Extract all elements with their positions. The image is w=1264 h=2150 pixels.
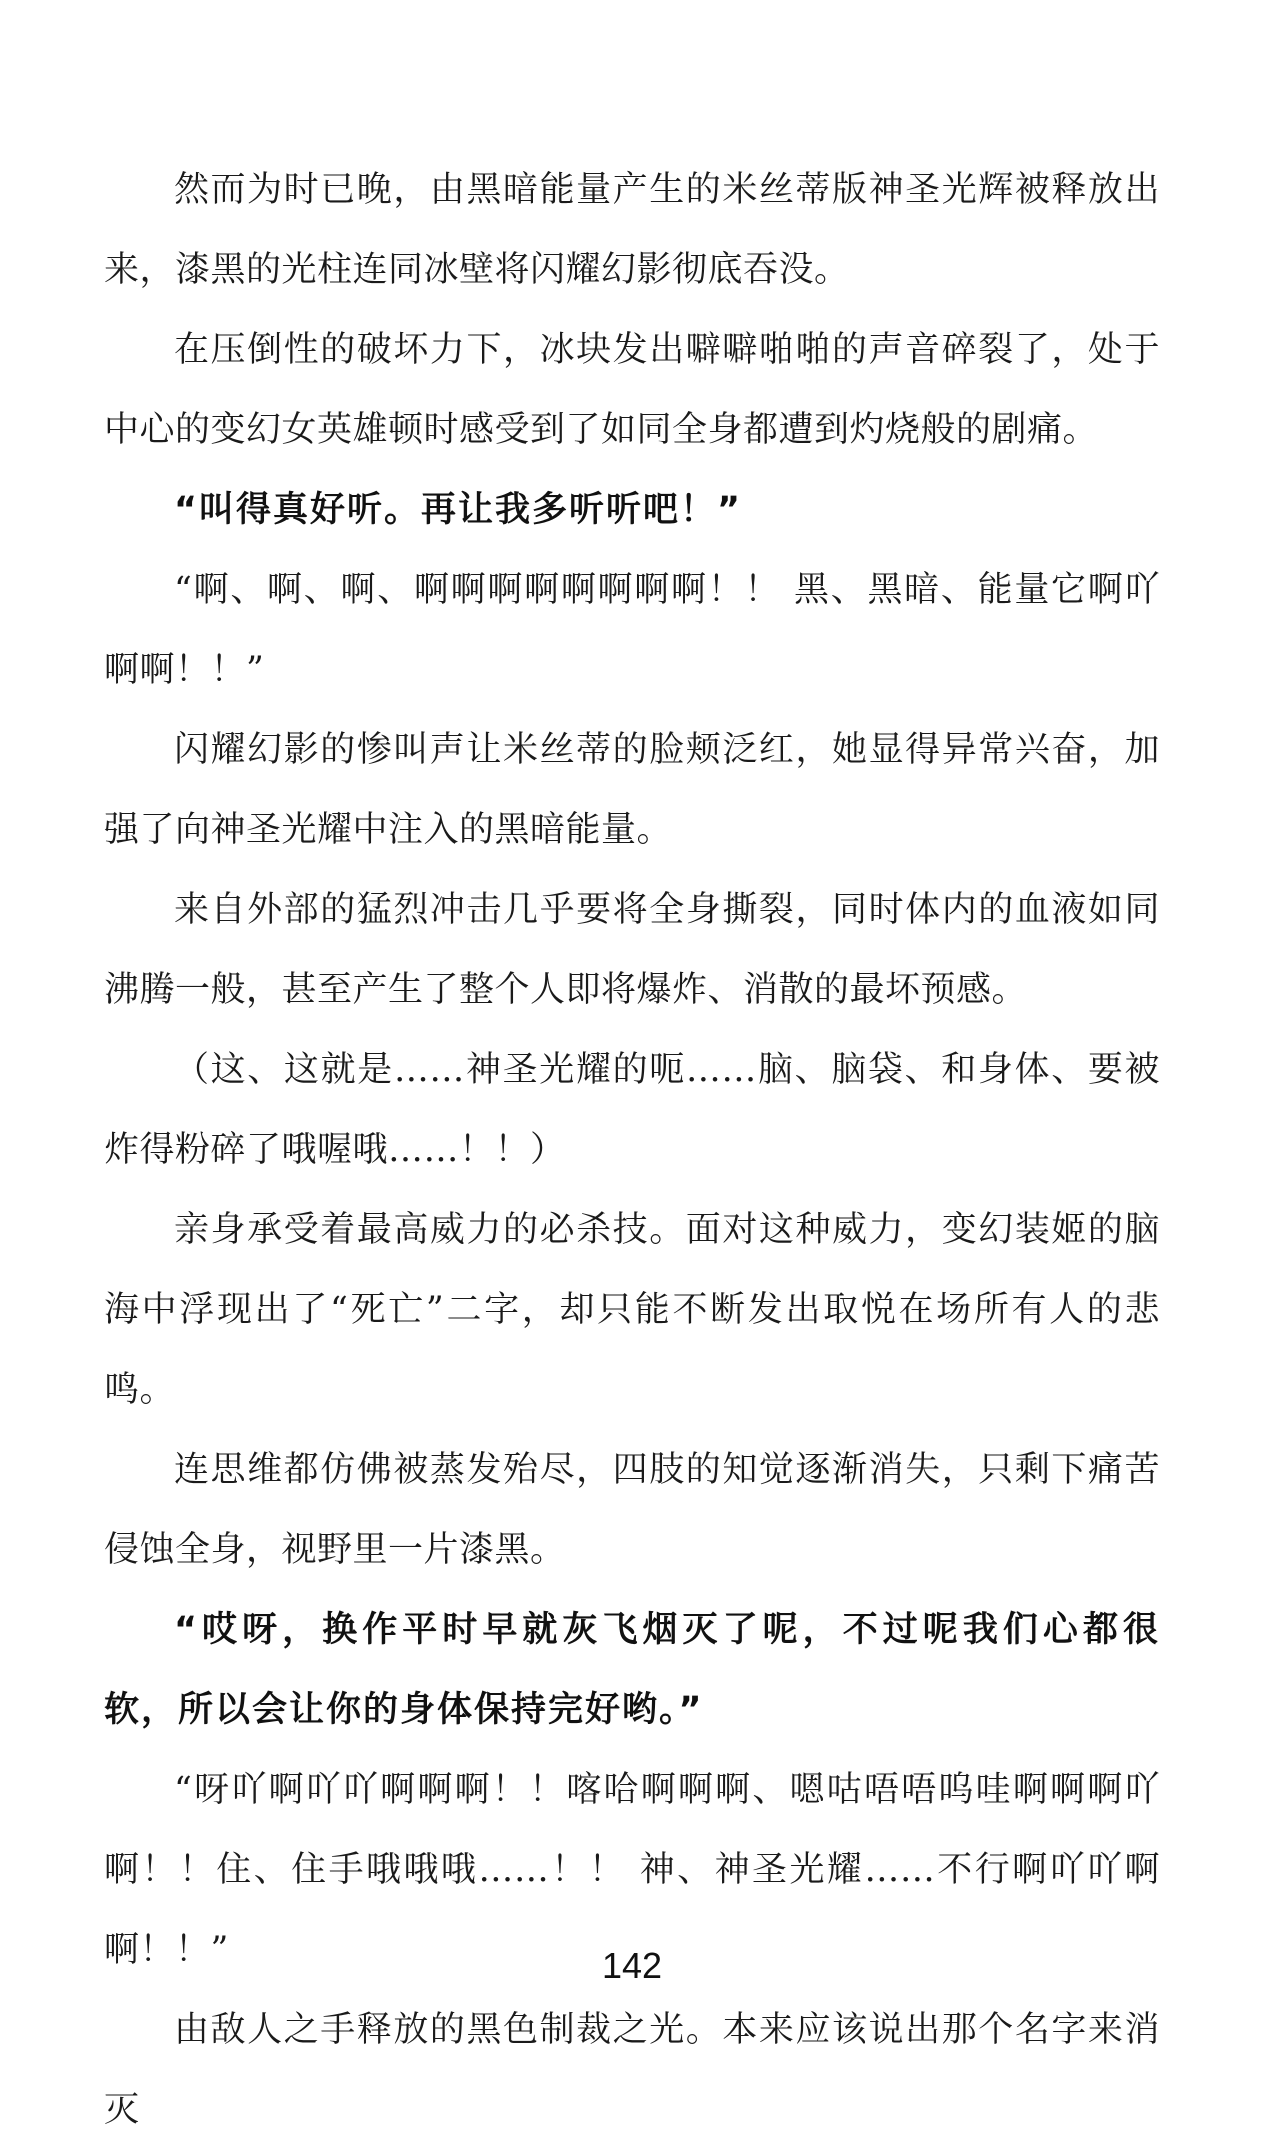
- paragraph: 来自外部的猛烈冲击几乎要将全身撕裂，同时体内的血液如同沸腾一般，甚至产生了整个人即将爆炸、消散的最坏预感。: [104, 890, 1160, 1010]
- dialogue: “呀吖啊吖吖啊啊啊！！喀哈啊啊啊、嗯咕唔唔呜哇啊啊啊吖啊！！住、住手哦哦哦……！！ 神、神圣光耀……不行啊吖吖啊啊！！”: [104, 1770, 1160, 1970]
- dialogue: “啊、啊、啊、啊啊啊啊啊啊啊啊！！ 黑、黑暗、能量它啊吖啊啊！！”: [104, 570, 1160, 690]
- paragraph: 亲身承受着最高威力的必杀技。面对这种威力，变幻装姬的脑海中浮现出了“死亡”二字，却只能不断发出取悦在场所有人的悲鸣。: [104, 1210, 1160, 1410]
- paragraph: 在压倒性的破坏力下，冰块发出噼噼啪啪的声音碎裂了，处于中心的变幻女英雄顿时感受到了如同全身都遭到灼烧般的剧痛。: [104, 330, 1160, 450]
- body-text: [104, 150, 1160, 2150]
- paragraph: 由敌人之手释放的黑色制裁之光。本来应该说出那个名字来消灭: [104, 2010, 1160, 2130]
- paragraph: 然而为时已晚，由黑暗能量产生的米丝蒂版神圣光辉被释放出来，漆黑的光柱连同冰壁将闪耀幻影彻底吞没。: [104, 170, 1160, 290]
- paragraph: 连思维都仿佛被蒸发殆尽，四肢的知觉逐渐消失，只剩下痛苦侵蚀全身，视野里一片漆黑。: [104, 1450, 1160, 1570]
- dialogue-emphasis: “哎呀，换作平时早就灰飞烟灭了呢，不过呢我们心都很软，所以会让你的身体保持完好哟。”: [104, 1610, 1160, 1730]
- paragraph: 闪耀幻影的惨叫声让米丝蒂的脸颊泛红，她显得异常兴奋，加强了向神圣光耀中注入的黑暗能量。: [104, 730, 1160, 850]
- page-number: 142: [601, 1945, 663, 1986]
- inner-thought: （这、这就是……神圣光耀的呃……脑、脑袋、和身体、要被炸得粉碎了哦喔哦……！！）: [104, 1050, 1160, 1170]
- dialogue-emphasis: “叫得真好听。再让我多听听吧！”: [174, 490, 743, 530]
